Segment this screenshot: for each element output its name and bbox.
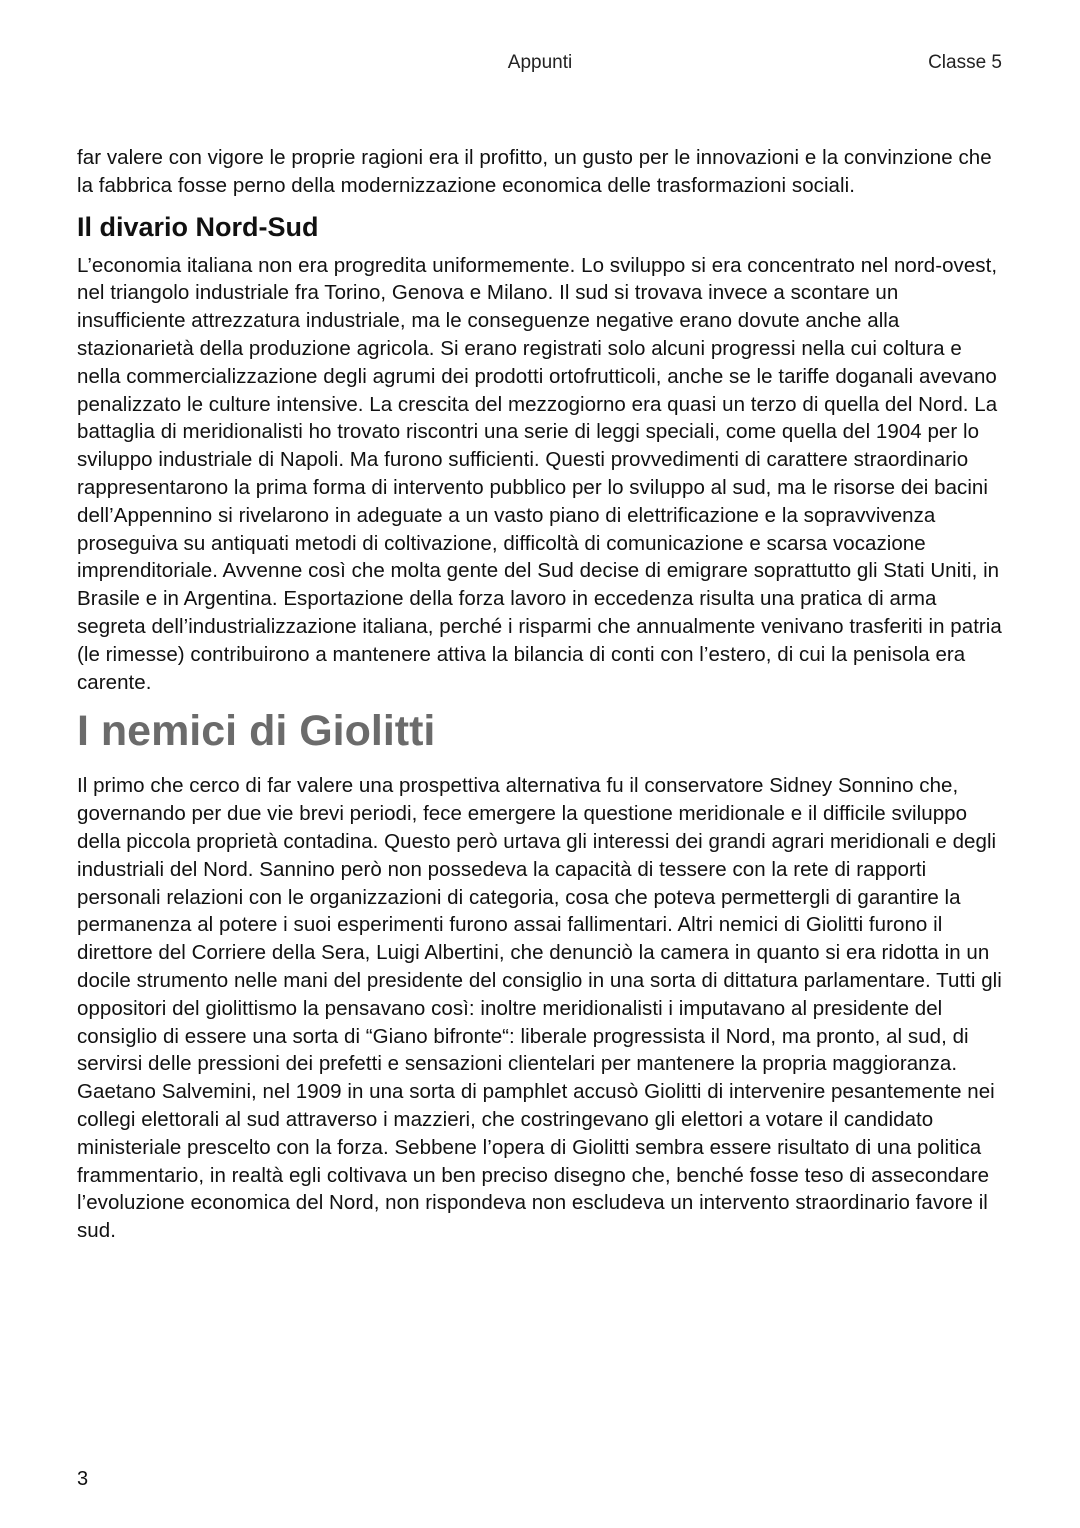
divario-paragraph: L’economia italiana non era progredita uniformemente. Lo sviluppo si era concentrato nel nord-ovest, nel triangolo industriale fra Torino, Genova e Milano. Il sud si trovava invece a scontare un insufficiente attrezzatura industriale, ma le conseguenze negative erano dovute anche alla stazionarietà della produzione agricola. Si erano registrati solo alcuni progressi nella cui coltura e nella commercializzazione degli agrumi dei prodotti ortofrutticoli, anche se le tariffe doganali avevano penalizzato le culture intensive. La crescita del mezzogiorno era quasi un terzo di quella del Nord. La battaglia di meridionalisti ho trovato riscontri una serie di leggi speciali, come quella del 1904 per lo sviluppo industriale di Napoli. Ma furono sufficienti. Questi provvedimenti di carattere straordinario rappresentarono la prima forma di intervento pubblico per lo sviluppo al sud, ma le risorse dei bacini dell’Appennino si rivelarono in adeguate a un vasto piano di elettrificazione e la sopravvivenza proseguiva su antiquati metodi di coltivazione, difficoltà di comunicazione e scarsa vocazione imprenditoriale. Avvenne così che molta gente del Sud decise di emigrare soprattutto gli Stati Uniti, in Brasile e in Argentina. Esportazione della forza lavoro in eccedenza risulta una pratica di arma segreta dell’industrializzazione italiana, perché i risparmi che annualmente venivano trasferiti in patria (le rimesse) contribuirono a mantenere attiva la bilancia di conti con l’estero, di cui la penisola era carente. [77,253,1002,694]
page-number: 3 [77,1468,89,1490]
section-divario-nord-sud [77,210,1005,697]
section-heading-divario: Il divario Nord-Sud [77,211,319,242]
nemici-paragraph: Il primo che cerco di far valere una prospettiva alternativa fu il conservatore Sidney Sonnino che, governando per due vie brevi periodi, fece emergere la questione meridionale e il difficile sviluppo della piccola proprietà contadina. Questo però urtava gli interessi dei grandi agrari meridionali e degli industriali del Nord. Sannino però non possedeva la capacità di tessere con la rete di rapporti personali relazioni con le organizzazioni di categoria, cosa che poteva permettergli di garantire la permanenza al potere i suoi esperimenti furono assai fallimentari. Altri nemici di Giolitti furono il direttore del Corriere della Sera, Luigi Albertini, che denunciò la camera in quanto si era ridotta in un docile strumento nelle mani del presidente del consiglio in una sorta di dittatura parlamentare. Tutti gli oppositori del giolittismo la pensavano così: inoltre meridionalisti i imputavano al presidente del consiglio di essere una sorta di “Giano bifronte“: liberale progressista il Nord, ma pronto, al sud, di servirsi delle pressioni dei prefetti e sensazioni clientelari per mantenere la propria maggioranza. Gaetano Salvemini, nel 1909 in una sorta di pamphlet accusò Giolitti di intervenire pesantemente nei collegi elettorali al sud attraverso i mazzieri, che costringevano gli elettori a votare il candidato ministeriale prescelto con la forza. Sebbene l’opera di Giolitti sembra essere risultato di una politica frammentario, in realtà egli coltivava un ben preciso disegno che, benché fosse teso di assecondare l’evoluzione economica del Nord, non rispondeva non escludeva un intervento straordinario favore il sud. [77,774,1002,1243]
chapter-heading-nemici: I nemici di Giolitti [77,707,436,756]
page-header [0,52,1080,78]
section-nemici-di-giolitti [77,704,1005,1245]
page-content [77,144,1005,1245]
document-title: Appunti [507,52,573,73]
intro-paragraph: far valere con vigore le proprie ragioni era il profitto, un gusto per le innovazioni e la convinzione che la fabbrica fosse perno della modernizzazione economica delle trasformazioni sociali. [77,146,992,197]
class-label: Classe 5 [928,52,1002,73]
